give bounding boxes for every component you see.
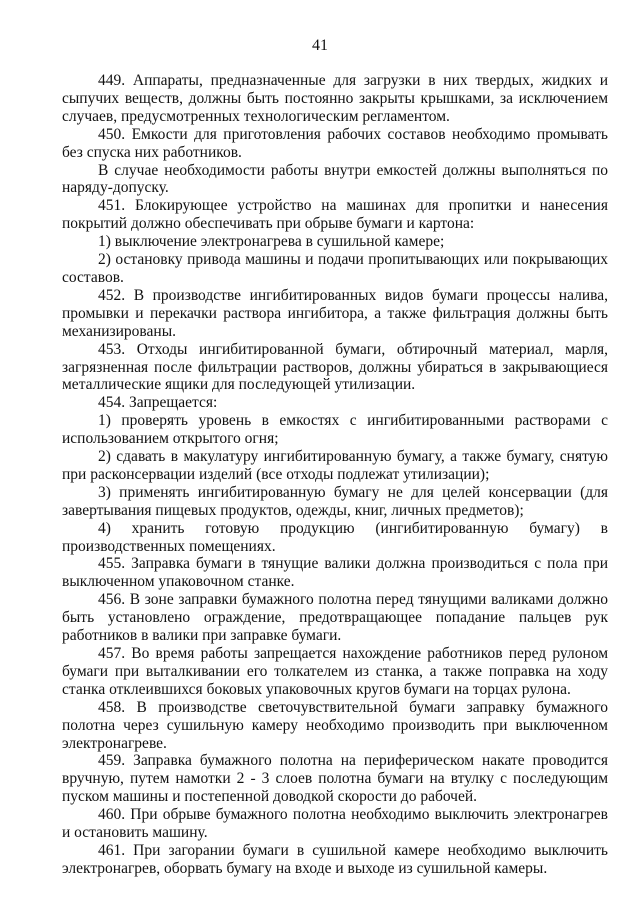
paragraph-454-item-3: 3) применять ингибитированную бумагу не для целей консервации (для завертывания пищевых продуктов, одежды, книг, личных предметов); [62,483,608,519]
paragraph-451-item-2: 2) остановку привода машины и подачи пропитывающих или покрывающих составов. [62,251,608,286]
document-body [62,72,608,878]
paragraph-459: 459. Заправка бумажного полотна на периферическом накате проводится вручную, путем намотки 2 - 3 слоев полотна бумаги на втулку с последующим пуском машины и постепенной доводкой скорости до рабочей. [62,752,608,806]
page-number: 41 [312,37,328,54]
paragraph-457: 457. Во время работы запрещается нахождение работников перед рулоном бумаги при выталкивании его толкателем из станка, а также поправка на ходу станка отклеившихся боковых упаковочных кругов бумаги на торцах рулона. [62,645,608,698]
paragraph-461: 461. При загорании бумаги в сушильной камере необходимо выключить электронагрев, оборвать бумагу на входе и выходе из сушильной камеры. [62,841,608,877]
paragraph-454-item-1: 1) проверять уровень в емкостях с ингибитированными растворами с использованием открытого огня; [62,412,608,448]
paragraph-458: 458. В производстве светочувствительной бумаги заправку бумажного полотна через сушильную камеру необходимо производить при выключенном электронагреве. [62,698,608,752]
paragraph-450: 450. Емкости для приготовления рабочих составов необходимо промывать без спуска них работников. [62,125,608,161]
paragraph-456: 456. В зоне заправки бумажного полотна перед тянущими валиками должно быть установлено ограждение, предотвращающее попадание пальцев рук работников в валики при заправке бумаги. [62,591,608,645]
paragraph-451: 451. Блокирующее устройство на машинах для пропитки и нанесения покрытий должно обеспечивать при обрыве бумаги и картона: [62,197,608,233]
paragraph-452: 452. В производстве ингибитированных видов бумаги процессы налива, промывки и перекачки раствора ингибитора, а также фильтрация должны быть механизированы. [62,286,608,340]
paragraph-454-item-2: 2) сдавать в макулатуру ингибитированную бумагу, а также бумагу, снятую при расконсервации изделий (все отходы подлежат утилизации); [62,448,608,483]
paragraph-450-permit: В случае необходимости работы внутри емкостей должны выполняться по наряду-допуску. [62,161,608,197]
paragraph-454-item-4: 4) хранить готовую продукцию (ингибитированную бумагу) в производственных помещениях. [62,519,608,555]
paragraph-449: 449. Аппараты, предназначенные для загрузки в них твердых, жидких и сыпучих веществ, должны быть постоянно закрыты крышками, за исключением случаев, предусмотренных технологическим регламентом. [62,72,608,125]
paragraph-455: 455. Заправка бумаги в тянущие валики должна производиться с пола при выключенном упаковочном станке. [62,555,608,591]
paragraph-451-item-1: 1) выключение электронагрева в сушильной камере; [98,233,445,251]
paragraph-460: 460. При обрыве бумажного полотна необходимо выключить электронагрев и остановить машину. [62,806,608,842]
paragraph-453: 453. Отходы ингибитированной бумаги, обтирочный материал, марля, загрязненная после фильтрации растворов, должны убираться в закрывающиеся металлические ящики для последующей утилизации. [62,340,608,394]
paragraph-454: 454. Запрещается: [98,394,218,412]
